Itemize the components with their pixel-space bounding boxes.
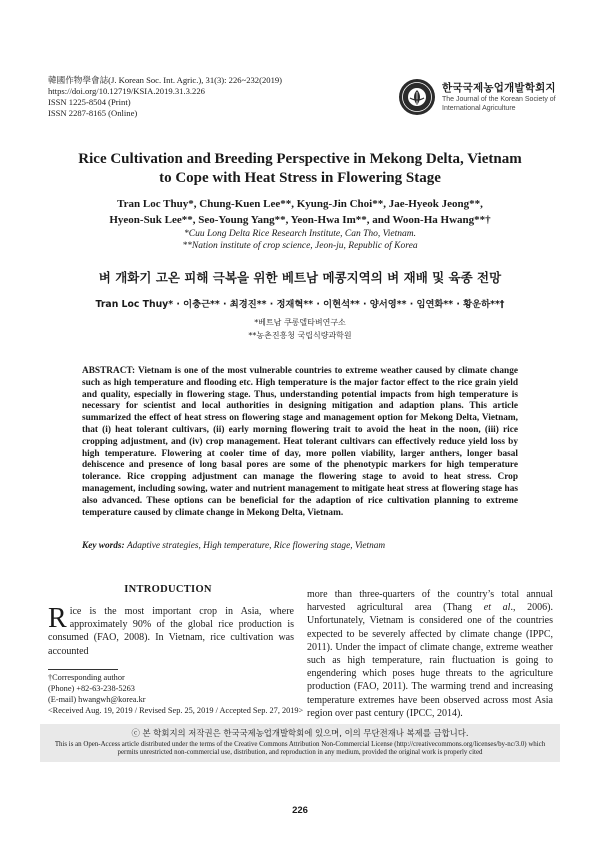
journal-header	[48, 75, 338, 119]
authors-line-1: Tran Loc Thuy*, Chung-Kuen Lee**, Kyung-Jin Choi**, Jae-Hyeok Jeong**,	[117, 198, 483, 210]
issn-online: ISSN 2287-8165 (Online)	[48, 108, 138, 118]
keywords	[82, 541, 518, 551]
affiliation-1: *Cuu Long Delta Rice Research Institute, Can Tho, Vietnam.	[184, 229, 416, 239]
korean-title: 벼 개화기 고온 피해 극복을 위한 베트남 메콩지역의 벼 재배 및 육종 전망	[98, 270, 502, 285]
footnote-divider	[48, 669, 118, 670]
journal-citation: 韓國作物學會誌(J. Korean Soc. Int. Agric.), 31(3): 226~232(2019)	[48, 75, 283, 85]
title-line-2: to Cope with Heat Stress in Flowering Stage	[159, 170, 441, 186]
abstract-label: ABSTRACT:	[82, 366, 136, 376]
page-number: 226	[292, 805, 308, 816]
korean-affiliation-2: **농촌진흥청 국립식량과학원	[248, 331, 352, 340]
korean-authors: Tran Loc Thuy* · 이충근** · 최경진** · 정재혁** · 이현석** · 양서영** · 임연화** · 황운하**†	[95, 299, 505, 310]
drop-cap: R	[48, 603, 67, 634]
open-access-notice: This is an Open-Access article distributed under the terms of the Creative Commons Attribution Non-Commercial License (http://creativecommons.org/licenses/by-nc/3.0) which permits unrestricted non-commercial use, distribution, and reproduction in any medium, provided the original work is properly cited	[54, 741, 546, 757]
korean-affiliations	[40, 316, 560, 342]
society-english-name: The Journal of the Korean Society of International Agriculture	[442, 96, 556, 112]
submission-dates: <Received Aug. 19, 2019 / Revised Sep. 25, 2019 / Accepted Sep. 27, 2019>	[48, 706, 304, 715]
author-email[interactable]: (E-mail) hwangwh@korea.kr	[48, 695, 146, 704]
author-phone: (Phone) +82-63-238-5263	[48, 684, 135, 693]
keywords-text: Adaptive strategies, High temperature, Rice flowering stage, Vietnam	[126, 541, 386, 551]
abstract-text: Vietnam is one of the most vulnerable countries to extreme weather caused by climate change such as high temperature and flooding etc. High temperature is the major factor effect to the rice grain yield and quality, especially in flowering stage. Thus, understanding potential impacts from high temperature is necessary for scientist and local authorities in designing mitigation and adaption plans. This article summarized the effect of heat stress on flowering stage and management option for Mekong Delta, Vietnam, that (i) heat tolerant cultivars, (ii) early morning flowering trait to avoid the heat in the noon, (iii) rice cropping adjustment, and (iv) crop management. Heat tolerant cultivars can effectively reduce yield loss by high temperature. Flowering at cooler time of day, more pollen viability, larger anthers, longer basal dehiscence and presence of long basal pores are some of the phenotypic markers for high temperature tolerance. Rice cropping adjustment can manage the flowering stage to avoid to heat stress. Crop management, including sowing, water and nutrient management to mitigate heat stress at flowering stage has also advanced. These options can be beneficial for the adaption of rice cultivation planning to extreme temperature caused by climate change in Mekong Delta, Vietnam.	[82, 366, 518, 518]
title-line-1: Rice Cultivation and Breeding Perspective in Mekong Delta, Vietnam	[78, 151, 522, 167]
introduction-heading: INTRODUCTION	[124, 584, 212, 595]
introduction-text-left: ice is the most important crop in Asia, where approximately 90% of the global rice production is consumed (FAO, 2008). In Vietnam, rice cultivation was accounted	[48, 606, 294, 657]
society-emblem-icon	[398, 78, 436, 116]
copyright-notice: ⓒ 본 학회지의 저작권은 한국국제농업개발학회에 있으며, 이의 무단전재나 복제를 금합니다.	[131, 728, 469, 738]
keywords-label: Key words:	[82, 541, 125, 551]
introduction-text-right-1: more than three-quarters of the country’s total annual harvested agricultural area (Thang	[307, 589, 553, 614]
footnote	[48, 672, 308, 716]
introduction-column-left	[48, 605, 294, 658]
introduction-text-right-2: ., 2006). Unfortunately, Vietnam is considered one of the countries expected to be severely affected by climate change (IPPC, 2011). Under the impact of climate change, extreme weather such as high temperature, rain fluctuation is going to engendering which poses huge threats to the agriculture production (FAO, 2011). The warming trend and increasing temperature extremes have been observed across most Asia region over past century (IPCC, 2014).	[307, 602, 553, 719]
authors-line-2: Hyeon-Suk Lee**, Seo-Young Yang**, Yeon-Hwa Im**, and Woon-Ha Hwang**†	[109, 214, 491, 226]
paper-title	[40, 150, 560, 188]
introduction-column-right	[307, 588, 553, 720]
society-logo	[398, 76, 558, 118]
affiliations	[40, 228, 560, 252]
affiliation-2: **Nation institute of crop science, Jeon-ju, Republic of Korea	[182, 241, 418, 251]
author-list	[40, 196, 560, 228]
doi-link[interactable]: https://doi.org/10.12719/KSIA.2019.31.3.226	[48, 86, 205, 96]
corresponding-author: †Corresponding author	[48, 673, 125, 682]
abstract	[82, 366, 518, 519]
license-box	[40, 724, 560, 762]
et-al: et al	[483, 602, 511, 614]
korean-affiliation-1: *베트남 쿠롱델타벼연구소	[254, 318, 346, 327]
society-korean-name: 한국국제농업개발학회지	[442, 82, 556, 94]
issn-print: ISSN 1225-8504 (Print)	[48, 97, 131, 107]
